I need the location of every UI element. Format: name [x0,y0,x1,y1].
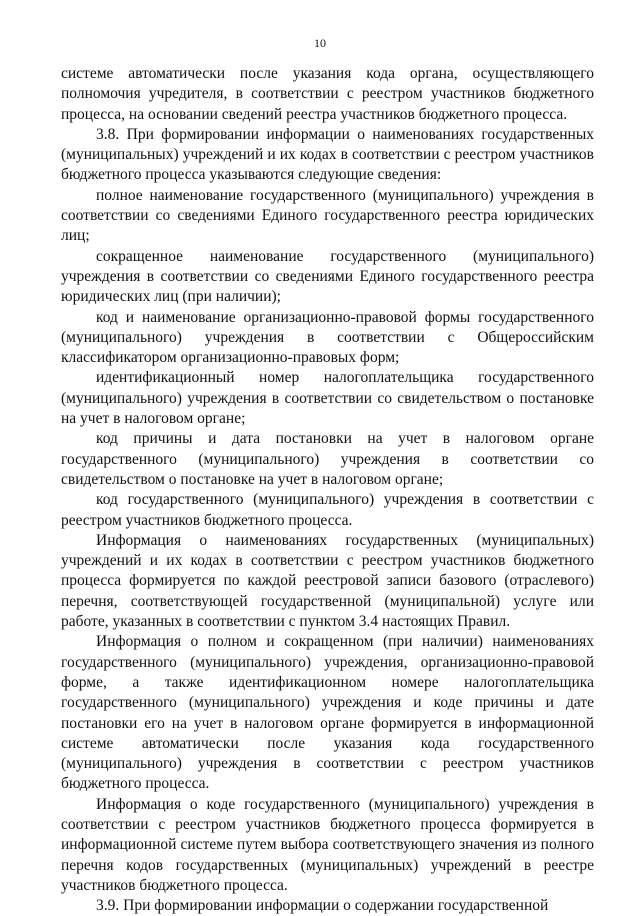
paragraph: идентификационный номер налогоплательщика государственного (муниципального) учреждения в соответствии со свидетельством о постановке на учет в налоговом органе; [61,369,594,428]
paragraph: Информация о полном и сокращенном (при наличии) наименованиях государственного (муниципального) учреждения, организационно-правовой форме, а также идентификационном номере налогоплательщика государственного (муниципального) учреждения и коде причины и дате постановки его на учет в налоговом органе формируется в информационной системе автоматически после указания кода государственного (муниципального) учреждения в соответствии с реестром участников бюджетного процесса. [61,633,594,793]
paragraph: код причины и дата постановки на учет в налоговом органе государственного (муниципального) учреждения в соответствии со свидетельством о постановке на учет в налоговом органе; [61,430,594,488]
paragraph: Информация о наименованиях государственных (муниципальных) учреждений и их кодах в соответствии с реестром участников бюджетного процесса формируется по каждой реестровой записи базового (отраслевого) перечня, соответствующей государственной (муниципальной) услуге или работе, указанных в соответствии с пунктом 3.4 настоящих Правил. [61,531,594,631]
paragraph: полное наименование государственного (муниципального) учреждения в соответствии со сведениями Единого государственного реестра юридических лиц; [61,186,594,245]
paragraph: 3.8. При формировании информации о наименованиях государственных (муниципальных) учреждений и их кодах в соответствии с реестром участников бюджетного процесса указываются следующие сведения: [61,125,594,184]
paragraph: код государственного (муниципального) учреждения в соответствии с реестром участников бюджетного процесса. [61,491,594,529]
page-number: 10 [314,36,326,50]
paragraph: код и наименование организационно-правовой формы государственного (муниципального) учреждения в соответствии с Общероссийским классификатором организационно-правовых форм; [61,308,594,367]
paragraph: сокращенное наименование государственного (муниципального) учреждения в соответствии со сведениями Единого государственного реестра юридических лиц (при наличии); [61,247,594,306]
paragraph: Информация о коде государственного (муниципального) учреждения в соответствии с реестром участников бюджетного процесса формируется в информационной системе путем выбора соответствующего значения из полного перечня кодов государственных (муниципальных) учреждений в реестре участников бюджетного процесса. [61,795,594,894]
document-body [61,64,594,916]
paragraph: 3.9. При формировании информации о содержании государственной [96,897,549,915]
paragraph: системе автоматически после указания кода органа, осуществляющего полномочия учредителя, в соответствии с реестром участников бюджетного процесса, на основании сведений реестра участников бюджетного процесса. [61,65,594,123]
